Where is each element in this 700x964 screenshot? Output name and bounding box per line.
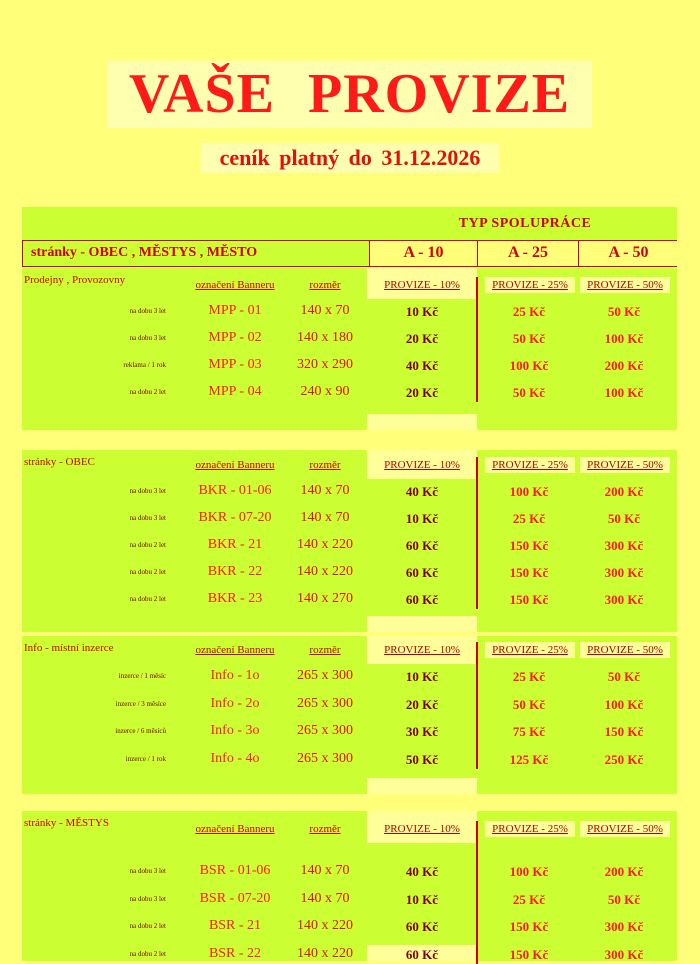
page-title: VAŠE PROVIZE	[107, 61, 592, 128]
section-title: Prodejny , Provozovny	[24, 274, 126, 286]
price-provize-50: 150 Kč	[604, 724, 644, 739]
column-banner-header: označení Banneru	[195, 644, 275, 656]
banner-size: 140 x 220	[297, 945, 353, 961]
price-provize-25: 100 Kč	[509, 484, 549, 499]
column-divider	[476, 277, 478, 402]
price-provize-10: 20 Kč	[405, 331, 439, 346]
banner-code: BSR - 21	[208, 918, 262, 933]
section-title: Info - místní inzerce	[24, 642, 114, 654]
price-provize-10: 40 Kč	[405, 864, 439, 879]
price-provize-50: 250 Kč	[604, 751, 644, 767]
banner-size: 240 x 90	[300, 384, 350, 399]
price-provize-10: 60 Kč	[405, 565, 439, 580]
column-divider	[476, 642, 478, 769]
banner-code: BKR - 01-06	[198, 483, 272, 498]
row-term-label: na dobu 2 let	[129, 922, 166, 930]
banner-size: 265 x 300	[297, 750, 353, 766]
price-provize-10: 60 Kč	[405, 538, 439, 553]
row-term-label: na dobu 2 let	[129, 568, 166, 576]
price-provize-50: 300 Kč	[604, 919, 644, 934]
header-a50: A - 50	[578, 241, 678, 266]
banner-size: 140 x 70	[300, 510, 350, 525]
column-provize-25-header: PROVIZE - 25%	[485, 821, 575, 837]
banner-code: Info - 1o	[210, 668, 260, 683]
row-term-label: inzerce / 1 rok	[125, 754, 166, 763]
price-provize-50: 300 Kč	[604, 538, 644, 553]
price-provize-10: 10 Kč	[405, 511, 439, 526]
price-provize-10: 30 Kč	[405, 724, 439, 739]
row-term-label: reklama / 1 rok	[123, 361, 166, 369]
banner-code: Info - 3o	[210, 723, 260, 738]
column-provize-50-header: PROVIZE - 50%	[580, 642, 670, 658]
banner-code: Info - 4o	[210, 750, 260, 766]
banner-code: BKR - 23	[207, 591, 263, 606]
price-provize-25: 25 Kč	[512, 304, 546, 319]
price-provize-25: 125 Kč	[509, 751, 549, 767]
column-provize-25-header: PROVIZE - 25%	[485, 277, 575, 293]
row-term-label: na dobu 3 let	[129, 514, 166, 522]
price-provize-50: 200 Kč	[604, 864, 644, 879]
column-banner-header: označení Banneru	[195, 279, 275, 291]
price-provize-25: 100 Kč	[509, 864, 549, 879]
price-provize-10: 10 Kč	[405, 891, 439, 907]
banner-size: 265 x 300	[297, 723, 353, 738]
section-bg-price	[477, 636, 677, 794]
column-size-header: rozměr	[309, 279, 341, 291]
row-term-label: na dobu 3 let	[129, 487, 166, 495]
row-term-label: inzerce / 6 měsíců	[115, 727, 166, 735]
price-provize-10: 60 Kč	[405, 919, 439, 934]
price-provize-25: 150 Kč	[509, 919, 549, 934]
price-provize-10: 40 Kč	[405, 484, 439, 499]
column-banner-header: označení Banneru	[195, 823, 275, 835]
price-provize-50: 300 Kč	[604, 565, 644, 580]
section-bg	[22, 268, 367, 430]
price-provize-50: 50 Kč	[607, 511, 641, 526]
price-provize-25: 50 Kč	[512, 696, 546, 712]
section-title: stránky - MĚSTYS	[24, 817, 109, 829]
price-provize-50: 50 Kč	[607, 891, 641, 907]
price-provize-50: 50 Kč	[607, 669, 641, 684]
banner-size: 265 x 300	[297, 695, 353, 711]
column-provize-10-header: PROVIZE - 10%	[377, 457, 467, 473]
row-term-label: inzerce / 1 měsíc	[118, 672, 166, 680]
column-provize-25-header: PROVIZE - 25%	[485, 642, 575, 658]
column-size-header: rozměr	[309, 644, 341, 656]
column-provize-10-header: PROVIZE - 10%	[377, 642, 467, 658]
row-term-label: na dobu 3 let	[129, 334, 166, 342]
price-provize-25: 150 Kč	[509, 538, 549, 553]
row-term-label: na dobu 3 let	[129, 867, 166, 875]
section-title: stránky - OBEC	[24, 456, 95, 468]
column-divider	[476, 821, 478, 964]
typ-spoluprace-label: TYP SPOLUPRÁCE	[458, 216, 592, 231]
column-provize-10-header: PROVIZE - 10%	[377, 821, 467, 837]
banner-size: 140 x 70	[300, 303, 350, 318]
price-provize-50: 50 Kč	[607, 304, 641, 319]
column-provize-50-header: PROVIZE - 50%	[580, 277, 670, 293]
banner-code: BSR - 01-06	[199, 863, 271, 878]
banner-size: 140 x 70	[300, 483, 350, 498]
price-provize-50: 300 Kč	[604, 946, 644, 962]
header-a25: A - 25	[477, 241, 578, 266]
banner-size: 320 x 290	[297, 357, 353, 372]
banner-size: 140 x 220	[297, 918, 353, 933]
price-provize-25: 150 Kč	[509, 946, 549, 962]
section-bg	[22, 636, 367, 794]
column-provize-10-header: PROVIZE - 10%	[377, 277, 467, 293]
price-provize-50: 200 Kč	[604, 358, 644, 373]
row-term-label: na dobu 3 let	[129, 894, 166, 903]
row-term-label: na dobu 3 let	[129, 307, 166, 315]
banner-code: BKR - 21	[207, 537, 263, 552]
column-size-header: rozměr	[309, 823, 341, 835]
column-provize-25-header: PROVIZE - 25%	[485, 457, 575, 473]
price-provize-10: 10 Kč	[405, 304, 439, 319]
row-term-label: na dobu 2 let	[129, 541, 166, 549]
row-term-label: na dobu 2 let	[129, 595, 166, 603]
header-row	[22, 240, 677, 267]
banner-size: 140 x 70	[300, 863, 350, 878]
banner-code: Info - 2o	[210, 695, 260, 711]
banner-code: MPP - 02	[208, 330, 262, 345]
column-banner-header: označení Banneru	[195, 459, 275, 471]
price-provize-10: 20 Kč	[405, 385, 439, 400]
banner-size: 140 x 70	[300, 890, 350, 906]
column-size-header: rozměr	[309, 459, 341, 471]
banner-code: MPP - 01	[208, 303, 262, 318]
row-term-label: na dobu 2 let	[129, 949, 166, 958]
banner-size: 140 x 180	[297, 330, 353, 345]
price-provize-10: 40 Kč	[405, 358, 439, 373]
column-divider	[476, 457, 478, 609]
banner-code: MPP - 03	[208, 357, 262, 372]
price-provize-50: 300 Kč	[604, 592, 644, 607]
column-provize-50-header: PROVIZE - 50%	[580, 457, 670, 473]
price-provize-50: 200 Kč	[604, 484, 644, 499]
price-provize-25: 25 Kč	[512, 891, 546, 907]
price-provize-25: 100 Kč	[509, 358, 549, 373]
row-term-label: na dobu 2 let	[129, 388, 166, 396]
column-provize-50-header: PROVIZE - 50%	[580, 821, 670, 837]
price-provize-25: 150 Kč	[509, 592, 549, 607]
row-term-label: inzerce / 3 měsíce	[115, 699, 166, 708]
banner-size: 265 x 300	[297, 668, 353, 683]
price-provize-50: 100 Kč	[604, 331, 644, 346]
price-provize-10: 60 Kč	[405, 592, 439, 607]
banner-size: 140 x 220	[297, 564, 353, 579]
price-provize-25: 25 Kč	[512, 511, 546, 526]
price-provize-10: 50 Kč	[405, 751, 439, 767]
banner-code: BKR - 07-20	[198, 510, 272, 525]
banner-size: 140 x 270	[297, 591, 353, 606]
price-provize-10: 20 Kč	[405, 696, 439, 712]
header-a10: A - 10	[369, 241, 477, 266]
price-provize-10: 60 Kč	[405, 946, 439, 962]
banner-code: MPP - 04	[208, 384, 262, 399]
banner-code: BKR - 22	[207, 564, 263, 579]
header-pages-label: stránky - OBEC , MĚSTYS , MĚSTO	[31, 245, 258, 260]
banner-size: 140 x 220	[297, 537, 353, 552]
price-provize-25: 50 Kč	[512, 385, 546, 400]
price-provize-25: 25 Kč	[512, 669, 546, 684]
price-provize-25: 50 Kč	[512, 331, 546, 346]
price-provize-10: 10 Kč	[405, 669, 439, 684]
price-provize-50: 100 Kč	[604, 696, 644, 712]
price-provize-25: 150 Kč	[509, 565, 549, 580]
banner-code: BSR - 22	[208, 945, 262, 961]
price-provize-25: 75 Kč	[512, 724, 546, 739]
banner-code: BSR - 07-20	[199, 890, 271, 906]
page-subtitle: ceník platný do 31.12.2026	[201, 143, 499, 173]
price-provize-50: 100 Kč	[604, 385, 644, 400]
